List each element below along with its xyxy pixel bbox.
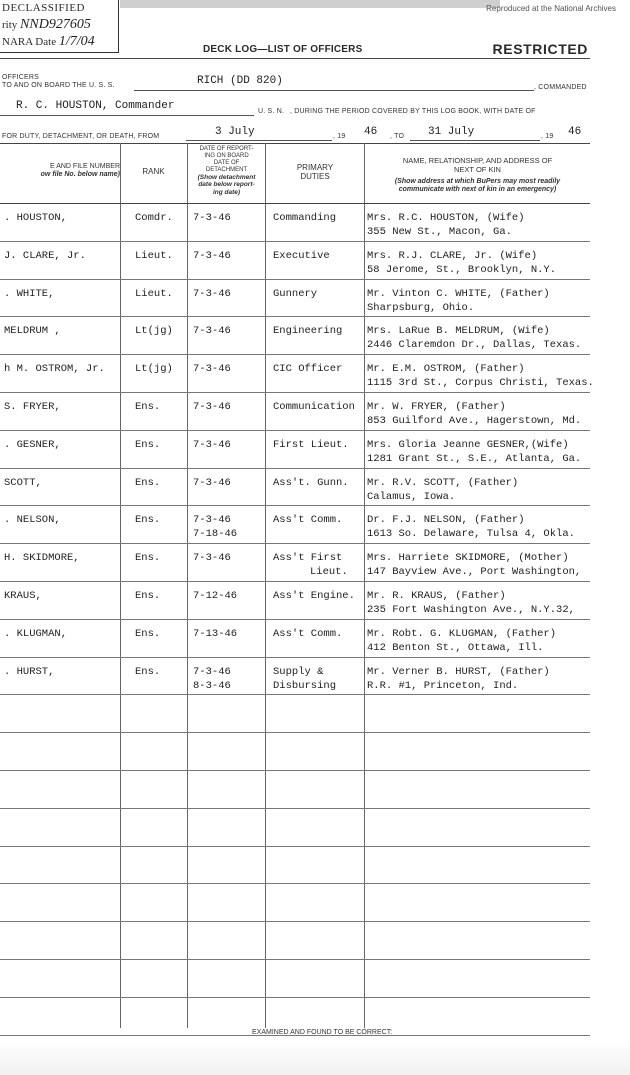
from-date: 3 July (215, 126, 255, 138)
row-rule (0, 694, 590, 695)
next-of-kin-name: Mrs. Harriete SKIDMORE, (Mother) (367, 552, 569, 565)
next-of-kin-name: Mrs. R.J. CLARE, Jr. (Wife) (367, 249, 538, 262)
examined-label: EXAMINED AND FOUND TO BE CORRECT: (252, 1029, 393, 1036)
next-of-kin-name: Mr. E.M. OSTROM, (Father) (367, 363, 525, 376)
officer-name: KRAUS, (4, 590, 42, 602)
header-duties: PRIMARY DUTIES (296, 163, 334, 182)
report-date: 7-3-46 (193, 401, 231, 413)
next-of-kin-address: 1613 So. Delaware, Tulsa 4, Okla. (367, 528, 575, 541)
row-rule (0, 657, 590, 658)
col-divider (120, 143, 121, 1028)
label-19-to: , 19 (541, 133, 554, 140)
row-rule (0, 921, 590, 922)
row-rule (0, 316, 590, 317)
next-of-kin-name: Mrs. Gloria Jeanne GESNER,(Wife) (367, 438, 569, 451)
ship-underline (134, 90, 534, 91)
next-of-kin-address: 58 Jerome, St., Brooklyn, N.Y. (367, 263, 557, 276)
stamp-authority: rity NND927605 (2, 17, 91, 32)
primary-duty: Engineering (273, 325, 343, 338)
to-year: 46 (568, 126, 582, 138)
label-to: , TO (390, 133, 405, 140)
row-rule (0, 468, 590, 469)
header-next-of-kin: NAME, RELATIONSHIP, AND ADDRESS OF NEXT OF KIN (Show address at which BuPers may most readily communicate with next of kin in an emergency) (394, 156, 561, 194)
officer-rank: Ens. (135, 590, 161, 602)
stamp-declassified: DECLASSIFIED (2, 2, 86, 14)
primary-duty: Ass't. Gunn. (273, 476, 349, 489)
row-rule (0, 430, 590, 431)
report-date: 7-3-46 (193, 438, 231, 451)
declassified-stamp (0, 0, 119, 53)
primary-duty: First Lieut. (273, 438, 349, 451)
row-rule (0, 997, 590, 998)
title-rule (0, 58, 590, 59)
officer-rank: Comdr. (135, 212, 173, 224)
header-dates: DATE OF REPORT- ING ON BOARD DATE OF DETACHMENT (Show detachment date below report- ing date) (197, 146, 256, 196)
next-of-kin-name: Mr. Verner B. HURST, (Father) (367, 665, 550, 678)
from-year: 46 (364, 126, 378, 138)
next-of-kin-name: Mr. Robt. G. KLUGMAN, (Father) (367, 627, 557, 640)
label-19-from: , 19 (333, 133, 346, 140)
scan-shadow (120, 0, 500, 8)
label-attached: TO AND ON BOARD THE U. S. S. (2, 82, 115, 89)
report-date: 7-3-46 (193, 249, 231, 262)
row-rule (0, 241, 590, 242)
primary-duty: Gunnery (273, 287, 318, 300)
primary-duty: Ass't Comm. (273, 627, 343, 640)
stamp-nara-date: NARA Date 1/7/04 (2, 34, 95, 49)
next-of-kin-name: Mrs. R.C. HOUSTON, (Wife) (367, 212, 525, 224)
col-divider (187, 143, 188, 1028)
report-date: 7-13-46 (193, 627, 238, 640)
header-name: E AND FILE NUMBER ow file No. below name) (40, 163, 120, 179)
next-of-kin-name: Dr. F.J. NELSON, (Father) (367, 514, 525, 527)
primary-duty: Commanding (273, 212, 337, 224)
officer-name: . NELSON, (4, 514, 61, 527)
scan-bottom-shadow (0, 1040, 630, 1075)
next-of-kin-name: Mr. W. FRYER, (Father) (367, 401, 506, 413)
officer-name: . HURST, (4, 665, 55, 678)
header-rank: RANK (142, 167, 165, 176)
report-date: 7-3-46 (193, 552, 231, 565)
row-rule (0, 354, 590, 355)
stamp-date-handwritten: 1/7/04 (58, 34, 95, 49)
officer-rank: Lieut. (135, 249, 173, 262)
officer-name: MELDRUM , (4, 325, 61, 338)
row-rule (0, 581, 590, 582)
primary-duty: Ass't Engine. (273, 590, 355, 602)
next-of-kin-address: 412 Benton St., Ottawa, Ill. (367, 641, 544, 654)
row-rule (0, 770, 590, 771)
officer-rank: Ens. (135, 401, 161, 413)
commander-name: R. C. HOUSTON, Commander (16, 100, 175, 112)
officer-name: S. FRYER, (4, 401, 61, 413)
officer-name: . WHITE, (4, 287, 55, 300)
officer-name: . HOUSTON, (4, 212, 68, 224)
detach-date: 7-18-46 (193, 528, 238, 541)
next-of-kin-name: Mr. Vinton C. WHITE, (Father) (367, 287, 550, 300)
label-duty-period: FOR DUTY, DETACHMENT, OR DEATH, FROM (2, 133, 160, 140)
primary-duty-cont: Disbursing (273, 679, 337, 692)
commander-underline (0, 115, 254, 116)
to-date-underline (410, 140, 540, 141)
report-date: 7-3-46 (193, 514, 231, 527)
report-date: 7-3-46 (193, 476, 231, 489)
form-title: DECK LOG—LIST OF OFFICERS (203, 44, 363, 55)
from-date-underline (186, 140, 332, 141)
officer-rank: Lieut. (135, 287, 173, 300)
report-date: 7-3-46 (193, 212, 231, 224)
primary-duty: Executive (273, 249, 330, 262)
officer-name: h M. OSTROM, Jr. (4, 363, 105, 376)
row-rule (0, 505, 590, 506)
row-rule (0, 883, 590, 884)
report-date: 7-3-46 (193, 287, 231, 300)
next-of-kin-address: 355 New St., Macon, Ga. (367, 226, 512, 238)
officer-rank: Ens. (135, 438, 161, 451)
next-of-kin-name: Mr. R. KRAUS, (Father) (367, 590, 506, 602)
primary-duty: Communication (273, 401, 355, 413)
label-commanded: , COMMANDED (534, 84, 587, 91)
table-top-rule (0, 143, 590, 144)
row-rule (0, 846, 590, 847)
officers-table (0, 143, 594, 1028)
next-of-kin-address: 147 Bayview Ave., Port Washington, (367, 566, 582, 579)
row-rule (0, 808, 590, 809)
next-of-kin-address: 2446 Claremdon Dr., Dallas, Texas. (367, 339, 582, 352)
officer-name: H. SKIDMORE, (4, 552, 80, 565)
label-during: , DURING THE PERIOD COVERED BY THIS LOG BOOK, WITH DATE OF (290, 108, 536, 115)
primary-duty-cont: Lieut. (310, 566, 348, 579)
row-rule (0, 392, 590, 393)
col-divider (265, 143, 266, 1028)
primary-duty: Supply & (273, 665, 324, 678)
officer-rank: Ens. (135, 476, 161, 489)
row-rule (0, 619, 590, 620)
archive-note: Reproduced at the National Archives (486, 4, 616, 13)
primary-duty: Ass't Comm. (273, 514, 343, 527)
next-of-kin-address: 1281 Grant St., S.E., Atlanta, Ga. (367, 452, 582, 465)
ship-name: RICH (DD 820) (197, 75, 283, 87)
to-date: 31 July (428, 126, 475, 138)
officer-name: . GESNER, (4, 438, 61, 451)
row-rule (0, 279, 590, 280)
detach-date: 8-3-46 (193, 679, 231, 692)
row-rule (0, 543, 590, 544)
report-date: 7-3-46 (193, 363, 231, 376)
stamp-authority-number: NND927605 (20, 17, 91, 32)
label-officers: OFFICERS (2, 74, 39, 81)
next-of-kin-address: 1115 3rd St., Corpus Christi, Texas. (367, 377, 594, 390)
row-rule (0, 732, 590, 733)
officer-rank: Lt(jg) (135, 363, 173, 376)
header-bottom-rule (0, 203, 590, 204)
next-of-kin-address: 235 Fort Washington Ave., N.Y.32, (367, 604, 575, 616)
col-divider (364, 143, 365, 1028)
report-date: 7-3-46 (193, 665, 231, 678)
officer-name: . KLUGMAN, (4, 627, 68, 640)
row-rule (0, 959, 590, 960)
report-date: 7-12-46 (193, 590, 238, 602)
officer-rank: Ens. (135, 627, 161, 640)
classification-label: RESTRICTED (492, 41, 588, 57)
report-date: 7-3-46 (193, 325, 231, 338)
primary-duty: Ass't First (273, 552, 343, 565)
next-of-kin-address: 853 Guilford Ave., Hagerstown, Md. (367, 415, 582, 427)
officer-rank: Ens. (135, 665, 161, 678)
next-of-kin-name: Mrs. LaRue B. MELDRUM, (Wife) (367, 325, 550, 338)
primary-duty: CIC Officer (273, 363, 343, 376)
officer-rank: Lt(jg) (135, 325, 173, 338)
officer-name: SCOTT, (4, 476, 42, 489)
next-of-kin-address: R.R. #1, Princeton, Ind. (367, 679, 519, 692)
next-of-kin-address: Sharpsburg, Ohio. (367, 301, 475, 314)
next-of-kin-address: Calamus, Iowa. (367, 490, 456, 503)
officer-rank: Ens. (135, 552, 161, 565)
next-of-kin-name: Mr. R.V. SCOTT, (Father) (367, 476, 519, 489)
officer-name: J. CLARE, Jr. (4, 249, 86, 262)
label-usn: U. S. N. (258, 108, 285, 115)
officer-rank: Ens. (135, 514, 161, 527)
